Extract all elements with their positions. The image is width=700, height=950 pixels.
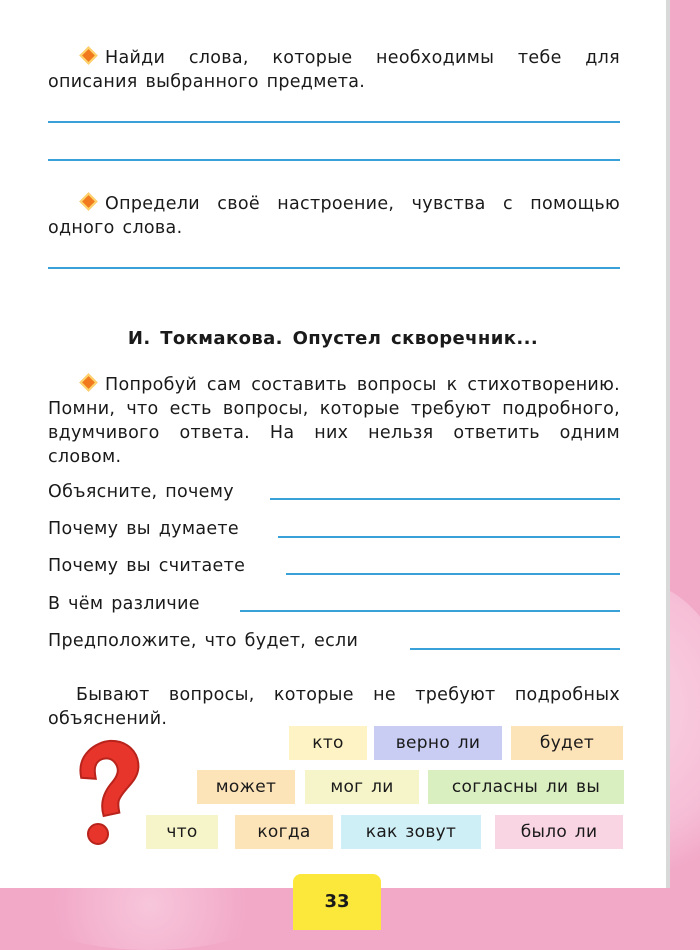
- prompt-label: В чём различие: [48, 594, 200, 614]
- orange-diamond-icon: [79, 192, 97, 210]
- note: Бывают вопросы, которые не требуют подробных объяснений.: [48, 685, 620, 729]
- prompt-row: [48, 556, 245, 580]
- prompt-row: [48, 594, 200, 618]
- word-chip: кто: [289, 726, 367, 760]
- prompt-row: [48, 519, 239, 543]
- task-2: [48, 192, 620, 240]
- word-chip: может: [197, 770, 295, 804]
- word-chip: когда: [235, 815, 333, 849]
- answer-line[interactable]: [286, 573, 620, 575]
- prompt-row: [48, 631, 358, 655]
- word-chip: мог ли: [305, 770, 419, 804]
- word-chip: верно ли: [374, 726, 502, 760]
- orange-diamond-icon: [79, 373, 97, 391]
- task-3: [48, 373, 620, 469]
- task-3-text: Попробуй сам составить вопросы к стихотворению. Помни, что есть вопросы, которые требуют подробного, вдумчивого ответа. На них нельзя ответить одним словом.: [48, 375, 620, 467]
- answer-line[interactable]: [48, 121, 620, 123]
- answer-line[interactable]: [270, 498, 620, 500]
- prompt-label: Объясните, почему: [48, 482, 234, 502]
- answer-line[interactable]: [240, 610, 620, 612]
- prompt-label: Почему вы считаете: [48, 556, 246, 576]
- task-2-text: Определи своё настроение, чувства с помощью одного слова.: [48, 194, 620, 238]
- word-chip: согласны ли вы: [428, 770, 624, 804]
- prompt-row: [48, 482, 234, 506]
- answer-line[interactable]: [48, 267, 620, 269]
- answer-line[interactable]: [410, 648, 620, 650]
- answer-line[interactable]: [48, 159, 620, 161]
- word-chip: было ли: [495, 815, 623, 849]
- question-mark-icon: [70, 738, 150, 848]
- page-number: 33: [293, 874, 381, 930]
- prompt-label: Почему вы думаете: [48, 519, 239, 539]
- section-title: И. Токмакова. Опустел скворечник...: [127, 328, 539, 349]
- page-edge: [666, 0, 670, 888]
- answer-line[interactable]: [278, 536, 620, 538]
- word-chip: будет: [511, 726, 623, 760]
- task-1-text: Найди слова, которые необходимы тебе для описания выбранного предмета.: [48, 48, 620, 92]
- orange-diamond-icon: [79, 46, 97, 64]
- prompt-label: Предположите, что будет, если: [48, 631, 359, 651]
- word-chip: что: [146, 815, 218, 849]
- task-1: [48, 46, 620, 94]
- word-chip: как зовут: [341, 815, 481, 849]
